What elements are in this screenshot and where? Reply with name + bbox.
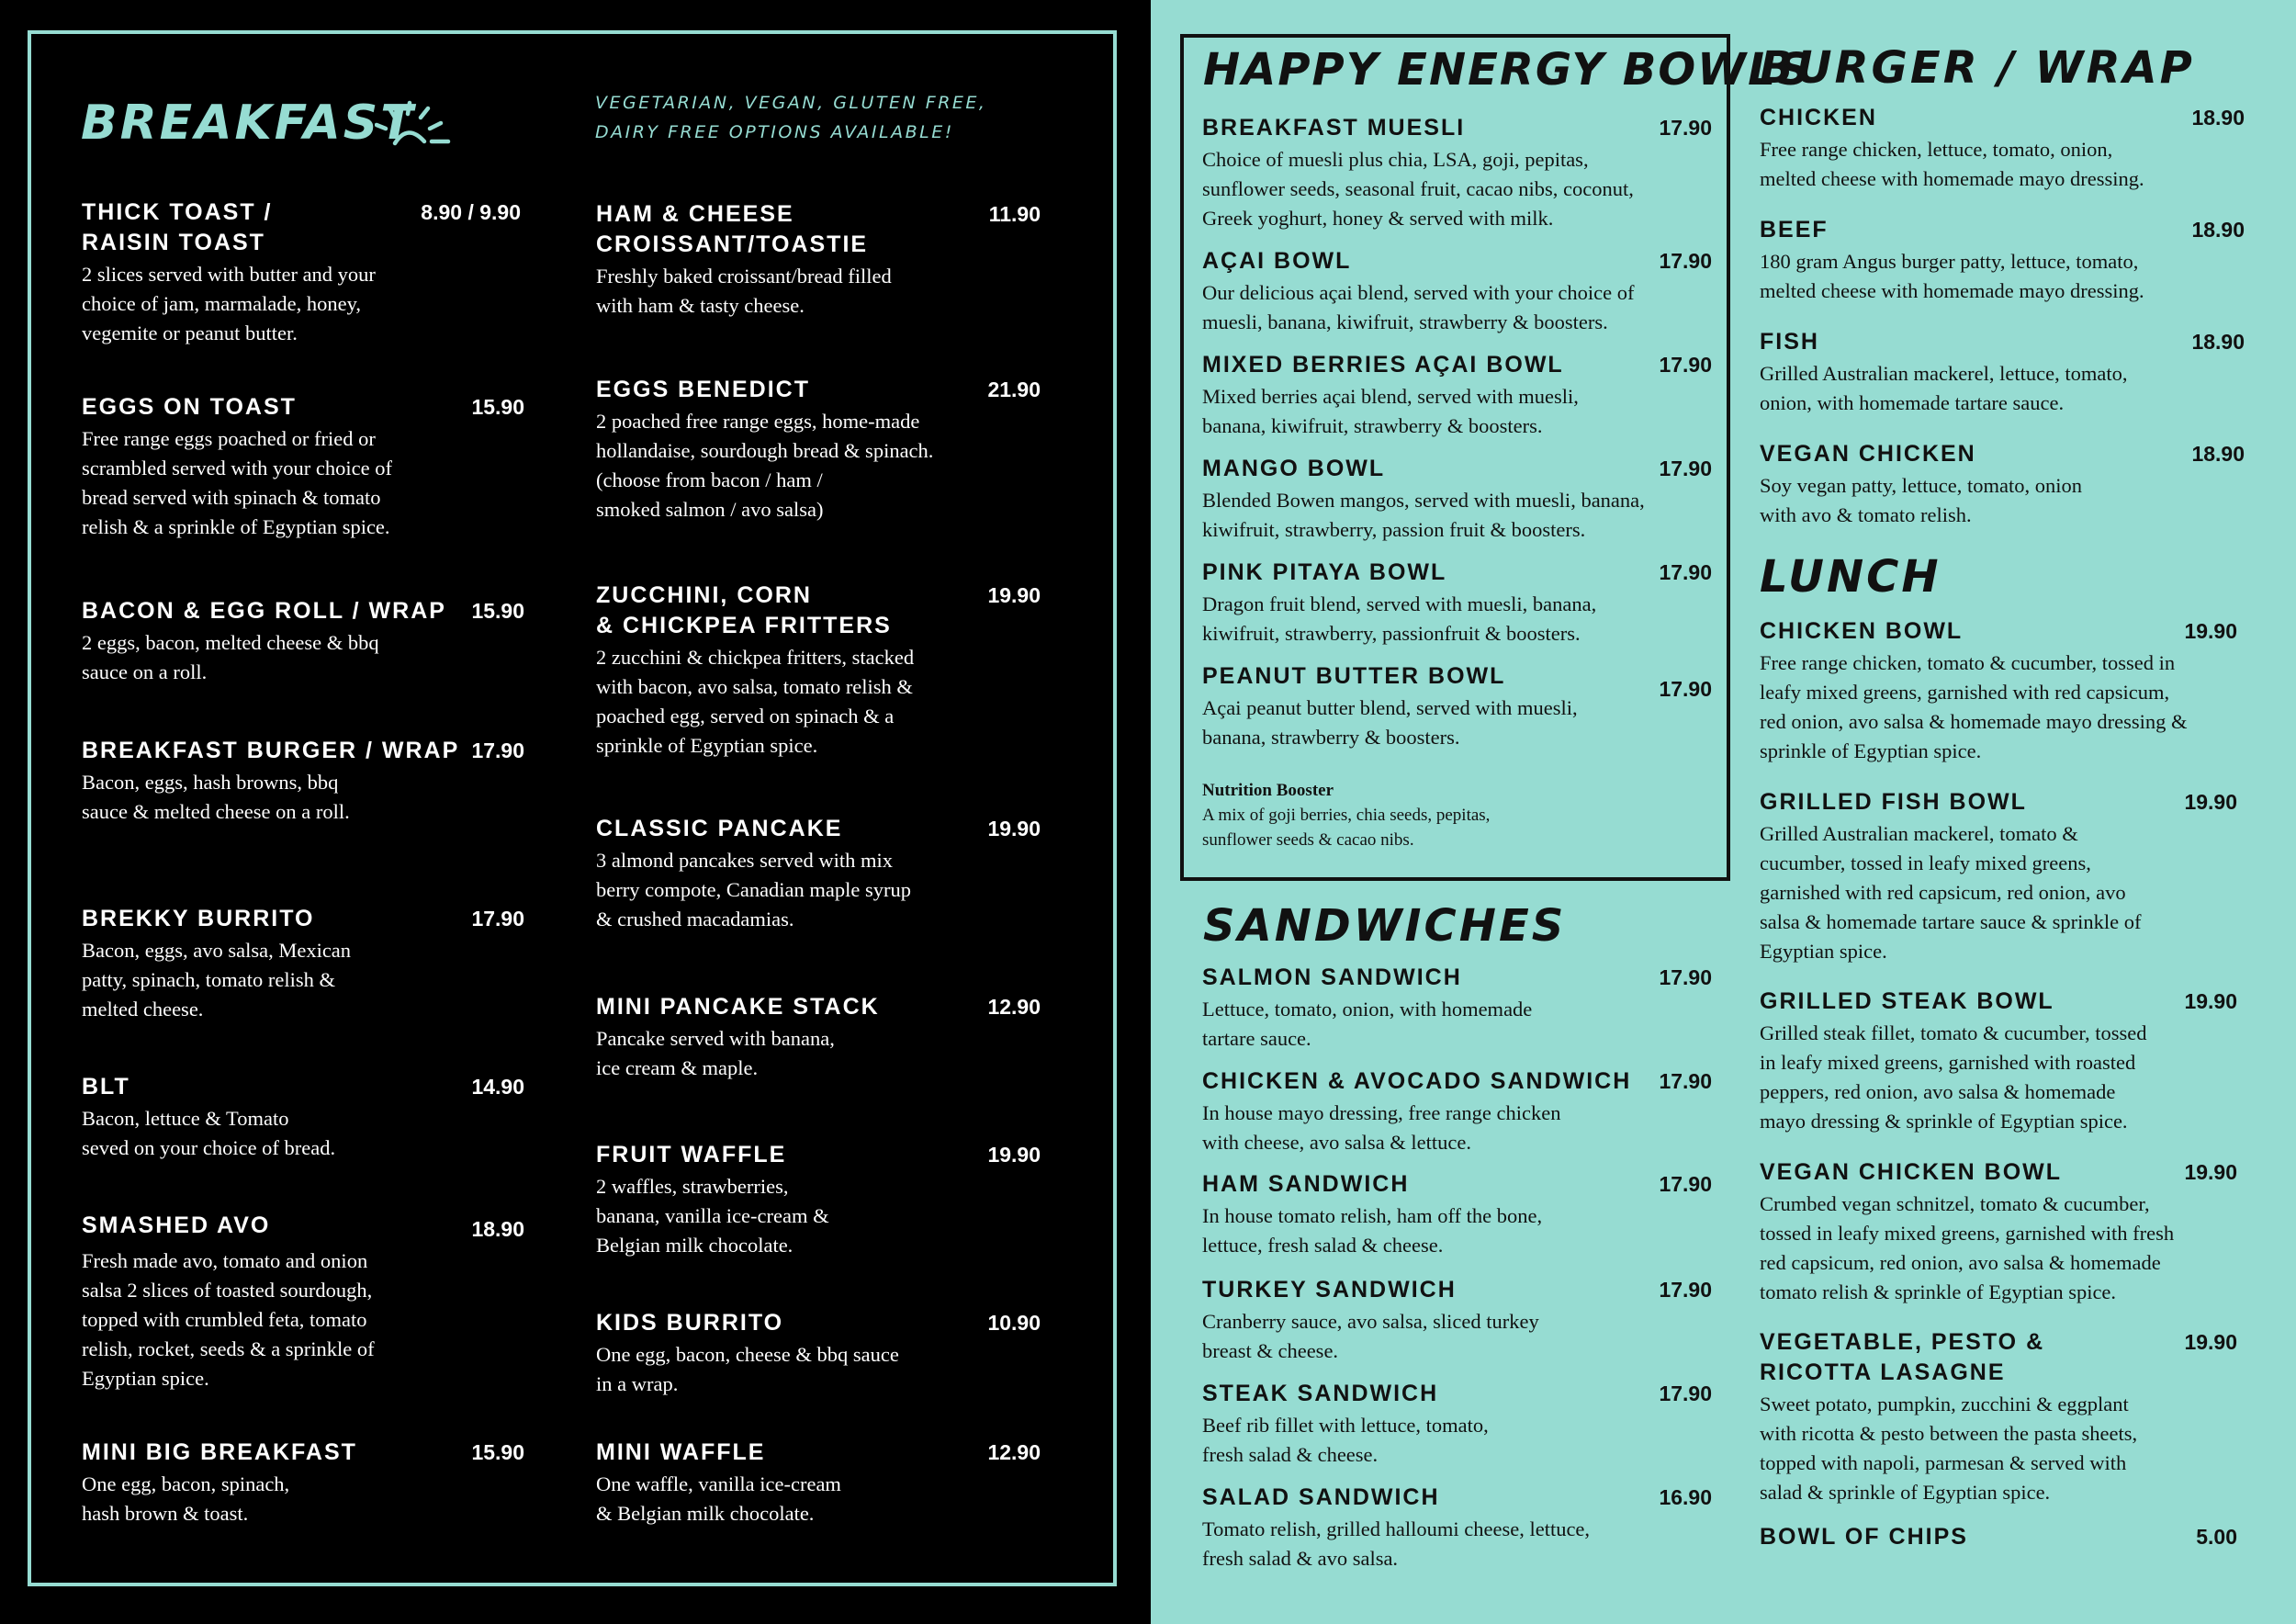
item-description: 2 eggs, bacon, melted cheese & bbq sauce on a roll.	[82, 631, 379, 683]
item-name: MIXED BERRIES AÇAI BOWL	[1202, 352, 1564, 378]
item-price: 16.90	[1659, 1485, 1712, 1509]
item-name: CHICKEN BOWL	[1760, 618, 1964, 644]
item-description: One egg, bacon, cheese & bbq sauce in a wrap.	[596, 1343, 899, 1395]
menu-item-brekky-burrito	[82, 904, 524, 1024]
item-name: BREAKFAST MUESLI	[1202, 115, 1466, 141]
item-price: 19.90	[987, 583, 1041, 607]
menu-item-peanut-butter-bowl	[1202, 661, 1712, 752]
menu-item-kids-burrito	[596, 1308, 1041, 1399]
menu-item-breakfast-muesli	[1202, 113, 1712, 233]
item-name: PEANUT BUTTER BOWL	[1202, 663, 1506, 689]
item-name: MINI BIG BREAKFAST	[82, 1439, 357, 1465]
menu-item-eggs-benedict	[596, 375, 1041, 524]
menu-item-vegan-chicken-burger	[1760, 439, 2245, 530]
item-description: One waffle, vanilla ice-cream & Belgian milk chocolate.	[596, 1472, 841, 1525]
item-name: SALMON SANDWICH	[1202, 964, 1462, 990]
item-name: GRILLED STEAK BOWL	[1760, 988, 2054, 1014]
menu-item-pink-pitaya-bowl	[1202, 558, 1712, 648]
item-description: In house mayo dressing, free range chicken with cheese, avo salsa & lettuce.	[1202, 1101, 1561, 1154]
menu-item-vegan-chicken-bowl	[1760, 1157, 2237, 1307]
item-description: 2 waffles, strawberries, banana, vanilla ice-cream & Belgian milk chocolate.	[596, 1175, 829, 1257]
sun-icon	[375, 99, 452, 154]
item-price: 17.90	[1659, 1278, 1712, 1302]
item-name: EGGS BENEDICT	[596, 377, 810, 402]
item-description: Dragon fruit blend, served with muesli, banana, kiwifruit, strawberry, passionfruit & boosters.	[1202, 592, 1597, 645]
item-price: 15.90	[471, 395, 524, 419]
item-name: FISH	[1760, 329, 1819, 355]
item-price: 11.90	[988, 202, 1041, 226]
item-description: Choice of muesli plus chia, LSA, goji, pepitas, sunflower seeds, seasonal fruit, cacao nibs, coconut, Greek yoghurt, honey & served with milk.	[1202, 148, 1634, 230]
menu-item-zucchini-fritters	[596, 581, 1041, 761]
item-description: Our delicious açai blend, served with your choice of muesli, banana, kiwifruit, strawberry & boosters.	[1202, 281, 1635, 333]
item-name: VEGETABLE, PESTO & RICOTTA LASAGNE	[1760, 1329, 2045, 1385]
item-name: STEAK SANDWICH	[1202, 1381, 1439, 1406]
item-name: MANGO BOWL	[1202, 456, 1386, 481]
item-description: Fresh made avo, tomato and onion salsa 2 slices of toasted sourdough, topped with crumbled feta, tomato relish, rocket, seeds & a sprinkle of Egyptian spice.	[82, 1249, 375, 1390]
menu-item-salmon-sandwich	[1202, 963, 1712, 1054]
menu-item-mini-pancake-stack	[596, 992, 1041, 1083]
item-name: AÇAI BOWL	[1202, 248, 1352, 274]
menu-item-steak-sandwich	[1202, 1379, 1712, 1470]
item-description: Soy vegan patty, lettuce, tomato, onion with avo & tomato relish.	[1760, 474, 2082, 526]
item-description: Açai peanut butter blend, served with muesli, banana, strawberry & boosters.	[1202, 696, 1578, 749]
item-description: Free range chicken, lettuce, tomato, onion, melted cheese with homemade mayo dressing.	[1760, 138, 2144, 190]
item-price: 17.90	[1659, 457, 1712, 480]
nutrition-booster	[1202, 779, 1570, 852]
item-name: BACON & EGG ROLL / WRAP	[82, 598, 446, 624]
booster-title: Nutrition Booster	[1202, 781, 1334, 800]
item-price: 19.90	[2184, 989, 2237, 1013]
item-price: 17.90	[1659, 965, 1712, 989]
item-description: Beef rib fillet with lettuce, tomato, fresh salad & cheese.	[1202, 1414, 1489, 1466]
item-price: 19.90	[987, 1143, 1041, 1167]
item-description: Tomato relish, grilled halloumi cheese, lettuce, fresh salad & avo salsa.	[1202, 1517, 1591, 1570]
item-price: 14.90	[471, 1075, 524, 1099]
item-price: 19.90	[2184, 790, 2237, 814]
item-description: Mixed berries açai blend, served with muesli, banana, kiwifruit, strawberry & boosters.	[1202, 385, 1579, 437]
item-price: 21.90	[987, 378, 1041, 401]
dietary-note-text: VEGETARIAN, VEGAN, GLUTEN FREE, DAIRY FREE OPTIONS AVAILABLE!	[595, 93, 987, 142]
item-price: 17.90	[1659, 353, 1712, 377]
bowls-title: HAPPY ENERGY BOWLS	[1203, 44, 1812, 96]
menu-item-mini-big-breakfast	[82, 1438, 524, 1528]
item-name: MINI PANCAKE STACK	[596, 994, 880, 1020]
item-name: ZUCCHINI, CORN & CHICKPEA FRITTERS	[596, 582, 892, 638]
item-price: 15.90	[471, 1440, 524, 1464]
item-price: 12.90	[987, 995, 1041, 1019]
item-description: One egg, bacon, spinach, hash brown & toast.	[82, 1472, 290, 1525]
menu-item-smashed-avo	[82, 1211, 524, 1393]
item-description: Free range eggs poached or fried or scrambled served with your choice of bread served with spinach & tomato relish & a sprinkle of Egyptian spice.	[82, 427, 393, 538]
menu-item-beef-burger	[1760, 215, 2245, 306]
item-name: EGGS ON TOAST	[82, 394, 297, 420]
item-name: BREKKY BURRITO	[82, 906, 315, 931]
item-name: GRILLED FISH BOWL	[1760, 789, 2027, 815]
menu-item-chicken-bowl	[1760, 616, 2237, 766]
item-name: SALAD SANDWICH	[1202, 1484, 1440, 1510]
menu-item-mini-waffle	[596, 1438, 1041, 1528]
item-name: VEGAN CHICKEN BOWL	[1760, 1159, 2063, 1185]
item-description: Blended Bowen mangos, served with muesli, banana, kiwifruit, strawberry, passion fruit & boosters.	[1202, 489, 1645, 541]
item-name: BOWL OF CHIPS	[1760, 1524, 1968, 1550]
item-description: In house tomato relish, ham off the bone, lettuce, fresh salad & cheese.	[1202, 1204, 1543, 1257]
item-price: 17.90	[1659, 249, 1712, 273]
item-price: 17.90	[1659, 1172, 1712, 1196]
item-name: CLASSIC PANCAKE	[596, 816, 843, 841]
booster-description: A mix of goji berries, chia seeds, pepitas, sunflower seeds & cacao nibs.	[1202, 806, 1491, 850]
item-name: BLT	[82, 1074, 130, 1100]
menu-item-bowl-of-chips	[1760, 1522, 2237, 1552]
item-description: Freshly baked croissant/bread filled with ham & tasty cheese.	[596, 265, 892, 317]
menu-item-mango-bowl	[1202, 454, 1712, 545]
breakfast-title: BREAKFAST	[81, 96, 416, 151]
item-price: 19.90	[2184, 1160, 2237, 1184]
item-price: 18.90	[2191, 218, 2245, 242]
item-name: TURKEY SANDWICH	[1202, 1277, 1457, 1303]
item-description: Grilled Australian mackerel, lettuce, tomato, onion, with homemade tartare sauce.	[1760, 362, 2128, 414]
item-price: 8.90 / 9.90	[421, 200, 521, 224]
menu-item-eggs-on-toast	[82, 392, 524, 542]
item-price: 12.90	[987, 1440, 1041, 1464]
item-price: 5.00	[2196, 1525, 2237, 1549]
item-name: MINI WAFFLE	[596, 1439, 766, 1465]
menu-item-grilled-steak-bowl	[1760, 987, 2237, 1136]
menu-item-ham-sandwich	[1202, 1169, 1712, 1260]
item-name: SMASHED AVO	[82, 1212, 271, 1238]
item-description: Lettuce, tomato, onion, with homemade tartare sauce.	[1202, 998, 1533, 1050]
item-name: HAM SANDWICH	[1202, 1171, 1410, 1197]
menu-item-mixed-berries-acai	[1202, 350, 1712, 441]
item-description: 2 zucchini & chickpea fritters, stacked with bacon, avo salsa, tomato relish & poached egg, served on spinach & a sprinkle of Egyptian spice.	[596, 646, 915, 757]
menu-item-fish-burger	[1760, 327, 2245, 418]
item-description: Sweet potato, pumpkin, zucchini & eggplant with ricotta & pesto between the pasta sheets, topped with napoli, parmesan & served with salad & sprinkle of Egyptian spice.	[1760, 1393, 2138, 1504]
item-name: CHICKEN & AVOCADO SANDWICH	[1202, 1068, 1632, 1094]
menu-item-breakfast-burger	[82, 736, 524, 827]
menu-item-turkey-sandwich	[1202, 1275, 1712, 1366]
dietary-note	[595, 88, 999, 147]
menu-item-blt	[82, 1072, 524, 1163]
item-description: Grilled Australian mackerel, tomato & cucumber, tossed in leafy mixed greens, garnished with red capsicum, red onion, avo salsa & homemade tartare sauce & sprinkle of Egyptian spice.	[1760, 822, 2142, 963]
sandwiches-title: SANDWICHES	[1203, 900, 1567, 952]
menu-item-grilled-fish-bowl	[1760, 787, 2237, 966]
burger-wrap-title: BURGER / WRAP	[1760, 42, 2195, 94]
item-description: 2 slices served with butter and your choice of jam, marmalade, honey, vegemite or peanut butter.	[82, 263, 376, 344]
menu-item-thick-toast	[82, 197, 521, 348]
item-price: 19.90	[2184, 1330, 2237, 1354]
item-name: BEEF	[1760, 217, 1829, 242]
menu-item-chicken-avocado-sandwich	[1202, 1066, 1712, 1157]
item-name: KIDS BURRITO	[596, 1310, 784, 1336]
item-name: THICK TOAST / RAISIN TOAST	[82, 199, 273, 255]
item-price: 17.90	[471, 739, 524, 762]
item-name: BREAKFAST BURGER / WRAP	[82, 738, 460, 763]
item-price: 19.90	[2184, 619, 2237, 643]
item-price: 17.90	[1659, 1069, 1712, 1093]
menu-item-salad-sandwich	[1202, 1483, 1712, 1573]
item-description: Bacon, lettuce & Tomato seved on your choice of bread.	[82, 1107, 336, 1159]
item-price: 17.90	[1659, 1382, 1712, 1405]
item-name: VEGAN CHICKEN	[1760, 441, 1976, 467]
item-name: PINK PITAYA BOWL	[1202, 559, 1447, 585]
item-description: Bacon, eggs, avo salsa, Mexican patty, spinach, tomato relish & melted cheese.	[82, 939, 352, 1021]
item-name: HAM & CHEESE CROISSANT/TOASTIE	[596, 201, 869, 257]
menu-item-bacon-egg-roll	[82, 596, 524, 687]
item-price: 17.90	[471, 907, 524, 930]
menu-item-classic-pancake	[596, 814, 1041, 934]
item-description: 180 gram Angus burger patty, lettuce, tomato, melted cheese with homemade mayo dressing.	[1760, 250, 2144, 302]
item-name: CHICKEN	[1760, 105, 1877, 130]
item-description: Cranberry sauce, avo salsa, sliced turkey breast & cheese.	[1202, 1310, 1539, 1362]
item-description: 3 almond pancakes served with mix berry compote, Canadian maple syrup & crushed macadamias.	[596, 849, 912, 930]
item-price: 18.90	[2191, 442, 2245, 466]
menu-item-chicken-burger	[1760, 103, 2245, 194]
item-description: Pancake served with banana, ice cream & maple.	[596, 1027, 835, 1079]
item-price: 17.90	[1659, 560, 1712, 584]
item-description: 2 poached free range eggs, home-made hollandaise, sourdough bread & spinach. (choose from bacon / ham / smoked salmon / avo salsa)	[596, 410, 934, 521]
item-price: 17.90	[1659, 116, 1712, 140]
menu-item-ham-cheese-croissant	[596, 199, 1041, 321]
item-description: Grilled steak fillet, tomato & cucumber, tossed in leafy mixed greens, garnished with roasted peppers, red onion, avo salsa & homemade mayo dressing & sprinkle of Egyptian spice.	[1760, 1021, 2147, 1133]
lunch-title: LUNCH	[1760, 551, 1941, 603]
item-price: 10.90	[987, 1311, 1041, 1335]
item-price: 18.90	[2191, 106, 2245, 130]
item-name: FRUIT WAFFLE	[596, 1142, 787, 1167]
menu-item-vegetable-lasagne	[1760, 1327, 2237, 1507]
item-description: Bacon, eggs, hash browns, bbq sauce & melted cheese on a roll.	[82, 771, 350, 823]
menu-item-acai-bowl	[1202, 246, 1712, 337]
menu-item-fruit-waffle	[596, 1140, 1041, 1260]
item-price: 15.90	[471, 599, 524, 623]
item-description: Crumbed vegan schnitzel, tomato & cucumber, tossed in leafy mixed greens, garnished with fresh red capsicum, red onion, avo salsa & homemade tomato relish & sprinkle of Egyptian spice.	[1760, 1192, 2175, 1303]
item-price: 19.90	[987, 817, 1041, 840]
item-price: 17.90	[1659, 677, 1712, 701]
item-description: Free range chicken, tomato & cucumber, tossed in leafy mixed greens, garnished with red capsicum, red onion, avo salsa & homemade mayo dressing & sprinkle of Egyptian spice.	[1760, 651, 2188, 762]
item-price: 18.90	[471, 1217, 524, 1241]
item-price: 18.90	[2191, 330, 2245, 354]
